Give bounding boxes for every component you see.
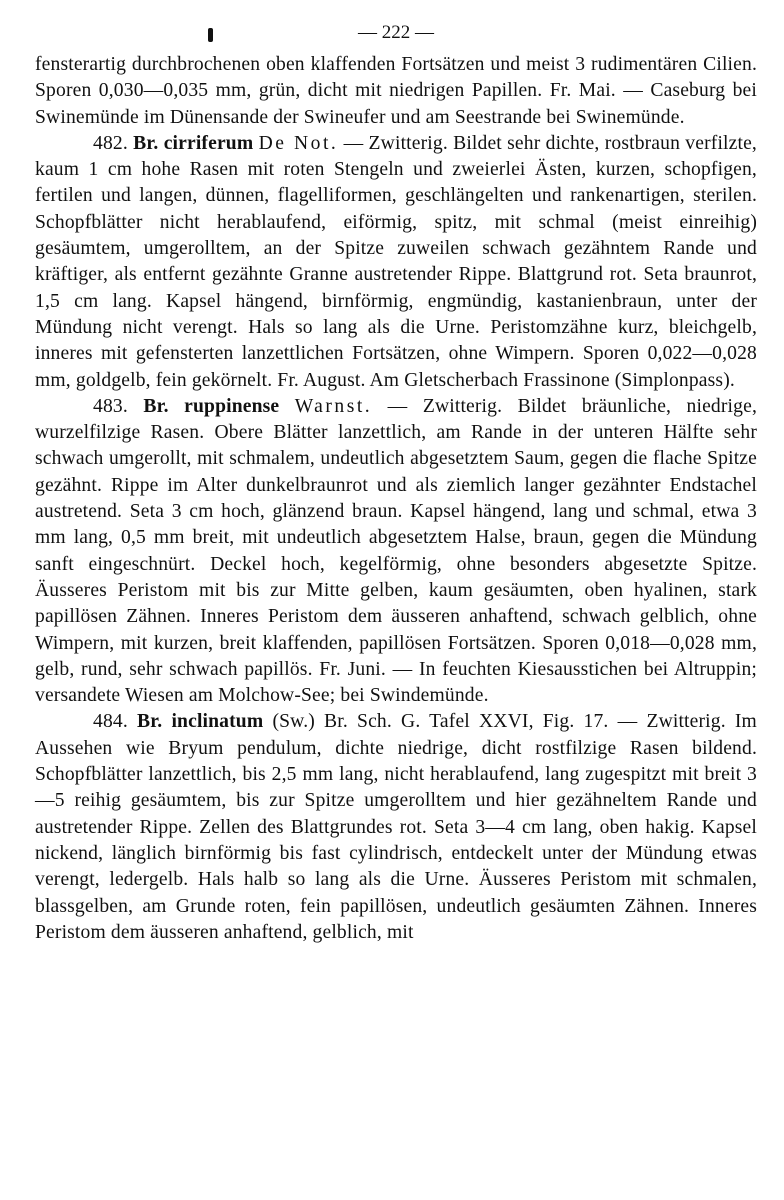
- entry-number: 484.: [93, 711, 128, 733]
- intro-paragraph: fensterartig durchbrochenen oben klaffenden Fortsätzen und meist 3 rudimentären Cilien. Sporen 0,030—0,035 mm, grün, dicht mit niedrigen Papillen. Fr. Mai. — Caseburg bei Swinemünde im Dünensande der Swineufer und am Seestrande bei Swinemünde.: [35, 54, 757, 128]
- document-page: [35, 14, 757, 946]
- species-name: Br. inclinatum: [137, 711, 264, 733]
- species-entry-483: [35, 394, 757, 710]
- entry-number: 482.: [93, 132, 128, 154]
- species-description: — Zwitterig. Bildet sehr dichte, rostbraun verfilzte, kaum 1 cm hohe Rasen mit roten Stengeln und zweierlei Ästen, kurzen, schopfigen, fertilen und langen, dünnen, flagelliformen, geschlängelten und rankenartigen, sterilen. Schopfblätter nicht herablaufend, eiförmig, spitz, mit schmal (meist einreihig) gesäumtem, umgerolltem, an der Spitze zuweilen schwach gezähntem Rande und kräftiger, als entfernt gezähnte Granne austretender Rippe. Blattgrund rot. Seta braunrot, 1,5 cm lang. Kapsel hängend, birnförmig, engmündig, kastanienbraun, unter der Mündung nicht verengt. Hals so lang als die Urne. Peristomzähne kurz, bleichgelb, inneres mit gefensterten lanzettlichen Fortsätzen, ohne Wimpern. Sporen 0,022—0,028 mm, goldgelb, fein gekörnelt. Fr. August. Am Gletscherbach Frassinone (Simplonpass).: [35, 132, 757, 391]
- entry-number: 483.: [93, 395, 128, 417]
- species-description: — Zwitterig. Bildet bräunliche, niedrige, wurzelfilzige Rasen. Obere Blätter lanzettlich, am Rande in der unteren Hälfte sehr schwach umgerollt, mit schmalem, undeutlich abgesetztem Saum, gegen die flache Spitze gezähnt. Rippe im Alter dunkelbraunrot und als ziemlich langer gezähnter Endstachel austretend. Seta 3 cm hoch, glänzend braun. Kapsel hängend, lang und schmal, etwa 3 mm lang, 0,5 mm breit, mit undeutlich abgesetztem Halse, braun, gegen die Mündung sanft eingeschnürt. Deckel hoch, kegelförmig, ohne besonders abgesetzte Spitze. Äusseres Peristom mit bis zur Mitte gelben, kaum gesäumten, oben hyalinen, stark papillösen Zähnen. Inneres Peristom dem äusseren anhaftend, schwach gelblich, ohne Wimpern, mit kurzen, breit klaffenden, papillösen Fortsätzen. Sporen 0,018—0,028 mm, gelb, rund, sehr schwach papillös. Fr. Juni. — In feuchten Kiesausstichen bei Altruppin; versandete Wiesen am Molchow-See; bei Swindemünde.: [35, 395, 757, 707]
- ink-mark: [208, 28, 213, 42]
- species-name: Br. ruppinense: [143, 395, 280, 417]
- body-text: [35, 52, 757, 946]
- species-name: Br. cirriferum: [133, 132, 254, 154]
- page-number: — 222 —: [358, 22, 434, 43]
- species-author: Warnst.: [294, 395, 373, 417]
- species-author: De Not.: [258, 132, 339, 154]
- species-entry-484: [35, 709, 757, 946]
- species-description: — Zwitterig. Im Aussehen wie Bryum pendulum, dichte niedrige, dicht rostfilzige Rasen bildend. Schopfblätter lanzettlich, bis 2,5 mm lang, nicht herablaufend, lang zugespitzt mit breit 3—5 reihig gesäumtem, bis zur Spitze umgerolltem und hier gezähneltem Rande und austretender Rippe. Zellen des Blattgrundes rot. Seta 3—4 cm lang, oben hakig. Kapsel nickend, länglich birnförmig bis fast cylindrisch, entdeckelt unter der Mündung etwas verengt, ledergelb. Hals halb so lang als die Urne. Äusseres Peristom mit schmalen, blassgelben, am Grunde roten, fein papillösen, undeutlich gesäumten Zähnen. Inneres Peristom dem äusseren anhaftend, gelblich, mit: [35, 711, 757, 943]
- species-entry-482: [35, 131, 757, 394]
- species-author: (Sw.) Br. Sch. G. Tafel XXVI, Fig. 17.: [272, 711, 609, 733]
- page-header: [35, 14, 757, 52]
